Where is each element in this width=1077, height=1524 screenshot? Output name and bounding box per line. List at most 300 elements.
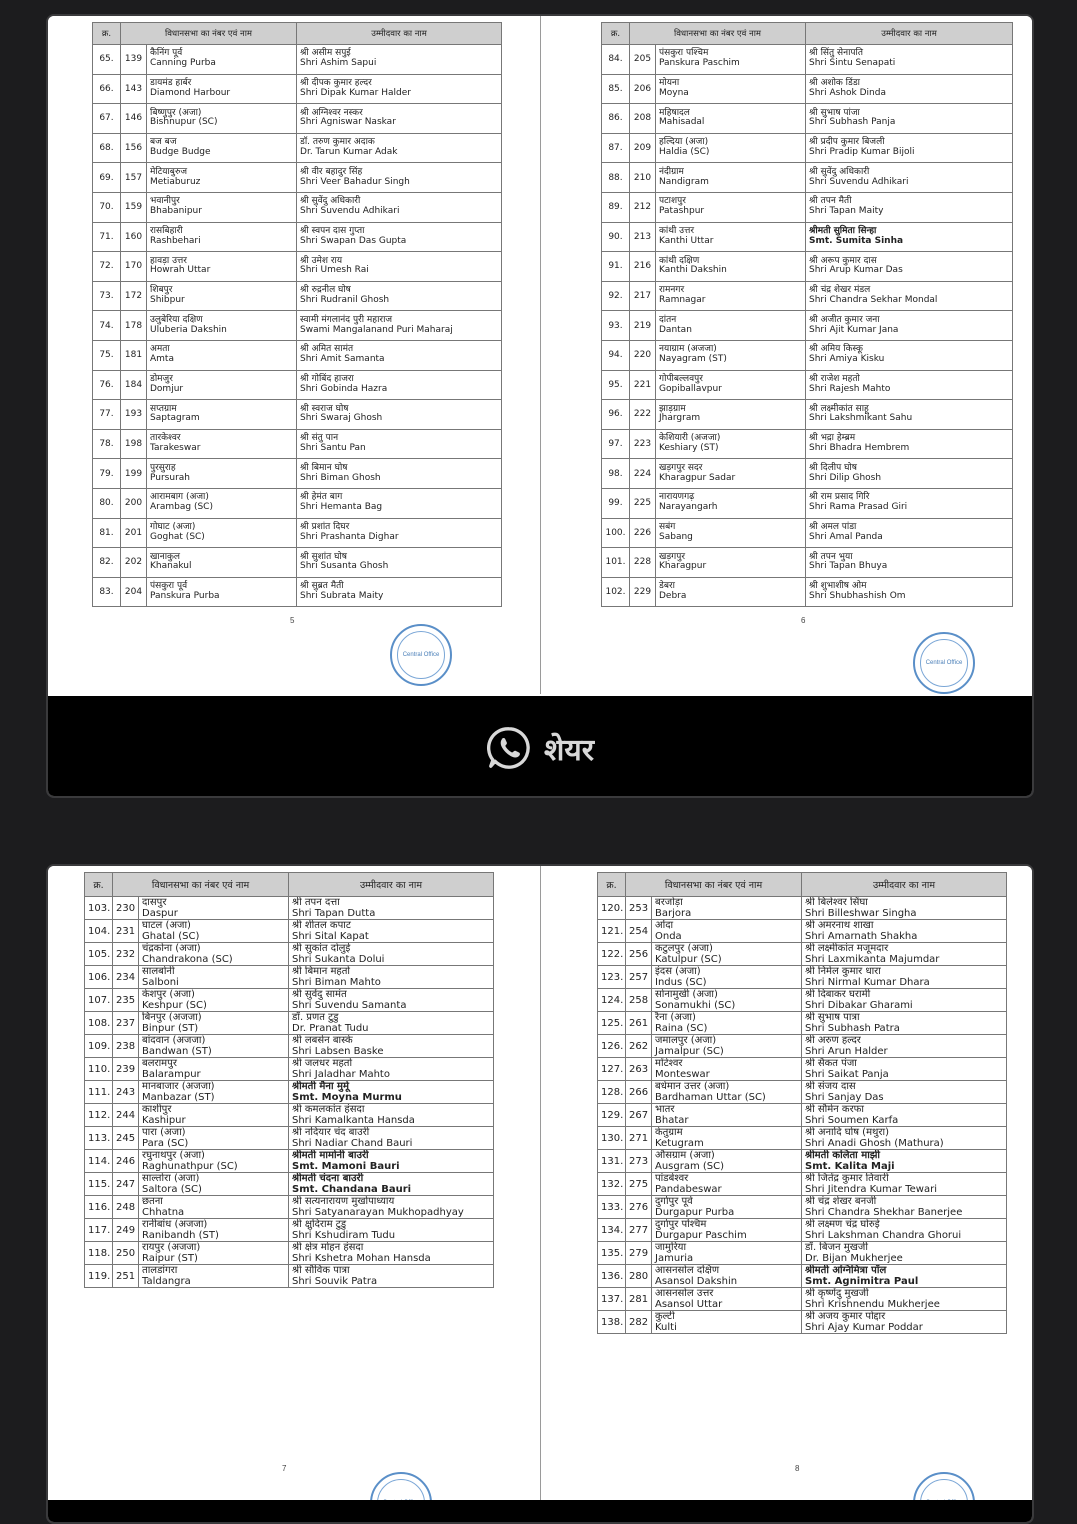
- serial-number: 138.: [598, 1311, 626, 1334]
- candidate-name-english: Shri Biman Ghosh: [300, 472, 381, 483]
- constituency-name-hindi: डेबरा: [659, 581, 675, 592]
- candidate-name: [297, 74, 502, 104]
- constituency-name: [139, 1058, 289, 1081]
- table-row: [93, 45, 502, 75]
- constituency-name-english: Indus (SC): [655, 977, 707, 988]
- candidate-name-hindi: स्वामी मंगलानंद पुरी महाराज: [300, 314, 393, 325]
- constituency-name-hindi: छतना: [142, 1196, 163, 1207]
- table-row: [602, 74, 1013, 104]
- constituency-name-english: Kanthi Uttar: [659, 235, 714, 246]
- candidate-name-english: Shri Biman Mahto: [292, 977, 381, 988]
- candidate-name-english: Shri Ajay Kumar Poddar: [805, 1322, 923, 1333]
- candidate-name-hindi: श्री अमित सामंत: [300, 344, 354, 355]
- serial-number: 129.: [598, 1104, 626, 1127]
- constituency-name: [139, 966, 289, 989]
- constituency-number: 249: [113, 1219, 139, 1242]
- share-label[interactable]: शेयर: [543, 732, 595, 768]
- constituency-name-hindi: रामनगर: [659, 285, 685, 296]
- constituency-name: [139, 1242, 289, 1265]
- candidate-name-hindi: श्री प्रशांत दिघर: [300, 521, 350, 532]
- serial-number: 123.: [598, 966, 626, 989]
- candidate-name: [802, 966, 1007, 989]
- constituency-number: 225: [630, 488, 656, 518]
- candidate-name-english: Shri Dipak Kumar Halder: [300, 87, 411, 98]
- constituency-number: 221: [630, 370, 656, 400]
- constituency-name-hindi: सबंग: [659, 521, 676, 532]
- constituency-number: 224: [630, 459, 656, 489]
- candidate-name-hindi: श्री दिबाकर घरामी: [805, 989, 871, 1000]
- constituency-name-hindi: चंद्रकोना (अजा): [142, 943, 201, 954]
- constituency-number: 262: [626, 1035, 652, 1058]
- constituency-name-english: Budge Budge: [150, 147, 211, 158]
- constituency-name-hindi: दांतन: [659, 314, 677, 325]
- table-row: [93, 281, 502, 311]
- constituency-number: 223: [630, 429, 656, 459]
- candidate-name: [806, 133, 1013, 163]
- serial-number: 93.: [602, 311, 630, 341]
- constituency-name-hindi: गोघाट (अजा): [150, 521, 196, 532]
- candidate-name-hindi: श्री तपन भुया: [809, 551, 853, 562]
- table-row: [85, 966, 494, 989]
- constituency-name-hindi: पटाशपुर: [659, 196, 686, 207]
- candidate-name-hindi: श्री अजय कुमार पोद्दार: [805, 1311, 886, 1322]
- candidate-name: [802, 943, 1007, 966]
- constituency-name-english: Kulti: [655, 1322, 677, 1333]
- candidate-name-hindi: श्री अग्निश्वर नस्कर: [300, 107, 363, 118]
- constituency-number: 266: [626, 1081, 652, 1104]
- constituency-name: [139, 989, 289, 1012]
- constituency-name: [139, 920, 289, 943]
- constituency-number: 193: [121, 400, 147, 430]
- constituency-name-hindi: साल्तोरा (अजा): [142, 1173, 200, 1184]
- constituency-name-english: Para (SC): [142, 1138, 189, 1149]
- constituency-name: [656, 252, 806, 282]
- header-serial: क्र.: [85, 873, 113, 897]
- candidate-name: [297, 163, 502, 193]
- constituency-name-english: Canning Purba: [150, 58, 216, 69]
- candidate-name: [802, 1058, 1007, 1081]
- candidate-name-hindi: श्री रुद्रनील घोष: [300, 285, 351, 296]
- table-row: [598, 1288, 1007, 1311]
- candidate-name-hindi: श्रीमती मामोनी बाउरी: [292, 1150, 369, 1161]
- table-row: [602, 370, 1013, 400]
- candidate-name-hindi: श्री भद्रा हेम्ब्रम: [809, 433, 856, 444]
- constituency-number: 212: [630, 192, 656, 222]
- constituency-name: [652, 897, 802, 920]
- constituency-name-hindi: मेटियाबुरुज: [150, 166, 187, 177]
- constituency-number: 277: [626, 1219, 652, 1242]
- constituency-name-english: Moyna: [659, 87, 689, 98]
- table-header-row: [93, 23, 502, 45]
- table-header-row: [85, 873, 494, 897]
- candidate-name-hindi: श्री सुभाष पात्रा: [805, 1012, 860, 1023]
- serial-number: 132.: [598, 1173, 626, 1196]
- table-row: [85, 989, 494, 1012]
- candidate-name-english: Shri Hemanta Bag: [300, 502, 383, 513]
- candidate-name: [297, 488, 502, 518]
- constituency-name: [656, 311, 806, 341]
- candidate-name-hindi: श्री संतु पान: [300, 433, 339, 444]
- constituency-name: [656, 577, 806, 607]
- constituency-number: 172: [121, 281, 147, 311]
- constituency-name-english: Panskura Purba: [150, 590, 220, 601]
- candidate-name-english: Shri Santu Pan: [300, 443, 366, 454]
- document-page-5: [48, 16, 540, 694]
- candidate-name-english: Shri Agniswar Naskar: [300, 117, 396, 128]
- constituency-number: 261: [626, 1012, 652, 1035]
- table-row: [85, 1058, 494, 1081]
- candidate-name-english: Shri Rajesh Mahto: [809, 383, 891, 394]
- candidate-name: [297, 252, 502, 282]
- constituency-number: 279: [626, 1242, 652, 1265]
- constituency-name-hindi: जामुरिया: [655, 1242, 687, 1253]
- constituency-name-english: Onda: [655, 931, 682, 942]
- constituency-name: [147, 45, 297, 75]
- page-number: 5: [290, 616, 295, 625]
- constituency-number: 254: [626, 920, 652, 943]
- constituency-name: [656, 222, 806, 252]
- candidate-name: [289, 1104, 494, 1127]
- serial-number: 128.: [598, 1081, 626, 1104]
- constituency-name-english: Chandrakona (SC): [142, 954, 233, 965]
- constituency-name-english: Bhatar: [655, 1115, 689, 1126]
- candidate-name-hindi: श्रीमती कलिता माझी: [805, 1150, 880, 1161]
- constituency-number: 282: [626, 1311, 652, 1334]
- constituency-name: [139, 897, 289, 920]
- constituency-name: [656, 133, 806, 163]
- constituency-number: 244: [113, 1104, 139, 1127]
- table-row: [85, 897, 494, 920]
- candidate-name-english: Shri Soumen Karfa: [805, 1115, 899, 1126]
- candidate-name-english: Shri Jitendra Kumar Tewari: [805, 1184, 937, 1195]
- constituency-number: 204: [121, 577, 147, 607]
- table-row: [93, 252, 502, 282]
- constituency-name: [652, 1265, 802, 1288]
- serial-number: 122.: [598, 943, 626, 966]
- table-row: [93, 548, 502, 578]
- table-row: [602, 192, 1013, 222]
- constituency-name-english: Balarampur: [142, 1069, 201, 1080]
- serial-number: 94.: [602, 340, 630, 370]
- constituency-name-english: Nandigram: [659, 176, 709, 187]
- candidate-name-hindi: श्री तपन मैती: [809, 196, 852, 207]
- table-row: [85, 920, 494, 943]
- candidate-name-english: Shri Arup Kumar Das: [809, 265, 903, 276]
- table-row: [85, 1173, 494, 1196]
- constituency-number: 273: [626, 1150, 652, 1173]
- constituency-name: [147, 311, 297, 341]
- constituency-name-hindi: केशियारी (अजजा): [659, 433, 721, 444]
- constituency-name-english: Tarakeswar: [150, 443, 201, 454]
- serial-number: 117.: [85, 1219, 113, 1242]
- candidate-name-english: Swami Mangalanand Puri Maharaj: [300, 324, 453, 335]
- constituency-name-hindi: औसग्राम (अजा): [655, 1150, 715, 1161]
- serial-number: 85.: [602, 74, 630, 104]
- serial-number: 72.: [93, 252, 121, 282]
- constituency-name: [147, 370, 297, 400]
- constituency-name: [656, 400, 806, 430]
- constituency-name-hindi: कांथी उत्तर: [659, 225, 695, 236]
- candidate-name-english: Shri Krishnendu Mukherjee: [805, 1299, 940, 1310]
- serial-number: 111.: [85, 1081, 113, 1104]
- table-row: [598, 1196, 1007, 1219]
- candidate-name-hindi: श्री अनादि घोष (मथुरा): [805, 1127, 890, 1138]
- candidate-name-english: Shri Tapan Dutta: [292, 908, 376, 919]
- candidate-name: [297, 548, 502, 578]
- header-serial: क्र.: [602, 23, 630, 45]
- constituency-number: 231: [113, 920, 139, 943]
- constituency-name: [656, 104, 806, 134]
- serial-number: 98.: [602, 459, 630, 489]
- constituency-name: [139, 1196, 289, 1219]
- share-bar[interactable]: [48, 696, 1032, 798]
- constituency-name-english: Pursurah: [150, 472, 190, 483]
- constituency-name: [656, 370, 806, 400]
- candidate-name-hindi: श्री अमिय किस्कू: [809, 344, 863, 355]
- constituency-name-hindi: अमता: [150, 344, 170, 355]
- constituency-name-english: Jamalpur (SC): [655, 1046, 724, 1057]
- serial-number: 91.: [602, 252, 630, 282]
- constituency-name-hindi: गोपीबल्लवपुर: [659, 373, 703, 384]
- candidate-name: [289, 920, 494, 943]
- header-candidate: उम्मीदवार का नाम: [297, 23, 502, 45]
- candidate-name: [806, 340, 1013, 370]
- table-row: [93, 429, 502, 459]
- whatsapp-icon[interactable]: [486, 725, 532, 771]
- constituency-name: [656, 45, 806, 75]
- constituency-name-english: Asansol Dakshin: [655, 1276, 738, 1287]
- candidate-name: [802, 1311, 1007, 1334]
- candidate-name-english: Shri Rama Prasad Giri: [809, 502, 908, 513]
- candidate-name-english: Smt. Moyna Murmu: [292, 1092, 402, 1103]
- constituency-name-english: Keshpur (SC): [142, 1000, 207, 1011]
- constituency-number: 146: [121, 104, 147, 134]
- table-row: [602, 133, 1013, 163]
- constituency-name-english: Panskura Paschim: [659, 58, 740, 69]
- constituency-name-english: Durgapur Paschim: [655, 1230, 747, 1241]
- candidate-name-english: Shri Subhash Patra: [805, 1023, 900, 1034]
- constituency-name: [139, 1150, 289, 1173]
- constituency-name-hindi: मोयना: [659, 78, 680, 88]
- candidate-name-hindi: श्री चंद्र शेखर बनर्जी: [805, 1196, 877, 1207]
- serial-number: 89.: [602, 192, 630, 222]
- constituency-name-hindi: महिषादल: [659, 107, 690, 118]
- header-candidate: उम्मीदवार का नाम: [806, 23, 1013, 45]
- candidate-name: [806, 74, 1013, 104]
- constituency-name-hindi: कटुलपुर (अजा): [655, 943, 713, 954]
- constituency-name-hindi: नयाग्राम (अजजा): [659, 344, 717, 355]
- candidate-name-english: Shri Susanta Ghosh: [300, 561, 389, 572]
- constituency-name-english: Mahisadal: [659, 117, 705, 128]
- constituency-number: 246: [113, 1150, 139, 1173]
- constituency-number: 237: [113, 1012, 139, 1035]
- table-row: [598, 920, 1007, 943]
- candidate-name: [806, 400, 1013, 430]
- candidate-name: [802, 1219, 1007, 1242]
- serial-number: 106.: [85, 966, 113, 989]
- constituency-name: [147, 281, 297, 311]
- candidate-name: [806, 370, 1013, 400]
- constituency-name-english: Bardhaman Uttar (SC): [655, 1092, 766, 1103]
- constituency-name-hindi: खानाकुल: [150, 551, 181, 562]
- constituency-name-english: Shibpur: [150, 295, 185, 306]
- constituency-number: 229: [630, 577, 656, 607]
- table-row: [602, 281, 1013, 311]
- candidate-name-english: Shri Ashim Sapui: [300, 58, 377, 69]
- constituency-number: 160: [121, 222, 147, 252]
- constituency-name-hindi: पांडबेश्वर: [655, 1173, 689, 1184]
- constituency-name: [656, 74, 806, 104]
- constituency-name-english: Bishnupur (SC): [150, 117, 218, 128]
- serial-number: 103.: [85, 897, 113, 920]
- candidate-name: [802, 897, 1007, 920]
- constituency-name-english: Raipur (ST): [142, 1253, 198, 1264]
- constituency-name-hindi: रानीबांध (अजजा): [142, 1219, 208, 1230]
- constituency-name-hindi: जमालपुर (अजा): [655, 1035, 717, 1046]
- constituency-name-english: Raina (SC): [655, 1023, 708, 1034]
- constituency-name: [652, 1196, 802, 1219]
- table-row: [602, 429, 1013, 459]
- constituency-number: 267: [626, 1104, 652, 1127]
- constituency-name-english: Bhabanipur: [150, 206, 202, 217]
- serial-number: 69.: [93, 163, 121, 193]
- serial-number: 104.: [85, 920, 113, 943]
- candidate-name-english: Shri Kshetra Mohan Hansda: [292, 1253, 431, 1264]
- candidate-name-hindi: श्री अमरनाथ शाखा: [805, 920, 874, 931]
- constituency-name: [147, 518, 297, 548]
- candidate-name-english: Shri Nirmal Kumar Dhara: [805, 977, 930, 988]
- constituency-name-hindi: डायमंड हार्बर: [150, 78, 192, 88]
- candidate-name-hindi: श्री सौविक पात्रा: [292, 1265, 350, 1276]
- constituency-name-hindi: बर्धमान उत्तर (अजा): [655, 1081, 730, 1092]
- constituency-name-english: Debra: [659, 590, 687, 601]
- page-number: 7: [282, 1464, 287, 1473]
- candidate-name-english: Shri Lakshman Chandra Ghorui: [805, 1230, 962, 1241]
- constituency-name-hindi: हल्दिया (अजा): [659, 137, 709, 148]
- candidate-name-english: Shri Pradip Kumar Bijoli: [809, 147, 915, 158]
- candidate-name-english: Dr. Tarun Kumar Adak: [300, 147, 398, 158]
- constituency-name-hindi: बिष्णुपुर (अजा): [150, 107, 202, 118]
- candidate-name: [297, 45, 502, 75]
- serial-number: 88.: [602, 163, 630, 193]
- constituency-number: 198: [121, 429, 147, 459]
- image-card-top[interactable]: [46, 14, 1034, 798]
- constituency-name: [652, 1288, 802, 1311]
- candidate-name: [806, 192, 1013, 222]
- serial-number: 118.: [85, 1242, 113, 1265]
- table-row: [598, 1242, 1007, 1265]
- candidate-name-english: Shri Billeshwar Singha: [805, 908, 917, 919]
- constituency-name-hindi: रैना (अजा): [655, 1012, 696, 1023]
- serial-number: 96.: [602, 400, 630, 430]
- constituency-name-hindi: रासबिहारी: [150, 225, 183, 236]
- candidate-name-english: Dr. Bijan Mukherjee: [805, 1253, 903, 1264]
- candidate-name: [802, 1150, 1007, 1173]
- table-row: [598, 1035, 1007, 1058]
- constituency-name: [652, 1081, 802, 1104]
- constituency-number: 210: [630, 163, 656, 193]
- serial-number: 126.: [598, 1035, 626, 1058]
- serial-number: 82.: [93, 548, 121, 578]
- constituency-name: [147, 104, 297, 134]
- constituency-number: 250: [113, 1242, 139, 1265]
- constituency-number: 159: [121, 192, 147, 222]
- candidate-table-page-6: [601, 22, 1013, 607]
- constituency-number: 206: [630, 74, 656, 104]
- constituency-number: 202: [121, 548, 147, 578]
- candidate-name-hindi: श्री असीम सपुई: [300, 48, 351, 59]
- constituency-name: [652, 1150, 802, 1173]
- candidate-name-hindi: श्रीमती मैना मुर्मू: [292, 1081, 349, 1092]
- candidate-name: [806, 311, 1013, 341]
- candidate-name: [289, 966, 494, 989]
- constituency-name-english: Amta: [150, 354, 174, 365]
- candidate-name: [297, 429, 502, 459]
- serial-number: 130.: [598, 1127, 626, 1150]
- table-row: [598, 1265, 1007, 1288]
- constituency-number: 281: [626, 1288, 652, 1311]
- candidate-name: [297, 311, 502, 341]
- candidate-name-hindi: श्री स्वराज घोष: [300, 403, 349, 414]
- serial-number: 116.: [85, 1196, 113, 1219]
- candidate-name-hindi: श्री सुशांत घोष: [300, 551, 347, 562]
- candidate-name-hindi: श्री सिंतु सेनापति: [809, 48, 863, 59]
- table-row: [93, 459, 502, 489]
- candidate-name: [289, 1127, 494, 1150]
- table-row: [93, 518, 502, 548]
- table-row: [93, 577, 502, 607]
- candidate-name: [802, 1173, 1007, 1196]
- candidate-name-english: Shri Shubhashish Om: [809, 590, 906, 601]
- constituency-number: 245: [113, 1127, 139, 1150]
- candidate-name: [297, 281, 502, 311]
- constituency-name: [656, 340, 806, 370]
- candidate-name: [297, 104, 502, 134]
- candidate-name-english: Smt. Sumita Sinha: [809, 235, 904, 246]
- candidate-table-page-5: [92, 22, 502, 607]
- candidate-name: [297, 577, 502, 607]
- table-header-row: [602, 23, 1013, 45]
- candidate-name: [297, 459, 502, 489]
- constituency-name-english: Katulpur (SC): [655, 954, 722, 965]
- image-card-bottom[interactable]: [46, 864, 1034, 1524]
- table-row: [93, 192, 502, 222]
- constituency-name-english: Kanthi Dakshin: [659, 265, 727, 276]
- candidate-name-english: Dr. Pranat Tudu: [292, 1023, 369, 1034]
- constituency-name-hindi: काशीपुर: [142, 1104, 172, 1115]
- constituency-name-hindi: कैनिंग पूर्व: [150, 48, 183, 59]
- constituency-name-english: Kharagpur: [659, 561, 707, 572]
- constituency-number: 201: [121, 518, 147, 548]
- constituency-name: [147, 429, 297, 459]
- candidate-name-english: Shri Suvendu Adhikari: [809, 176, 909, 187]
- constituency-name-hindi: कांथी दक्षिण: [659, 255, 700, 266]
- candidate-name-hindi: श्रीमती सुमिता सिन्हा: [809, 225, 877, 236]
- candidate-name: [802, 1012, 1007, 1035]
- table-row: [602, 45, 1013, 75]
- candidate-name-hindi: श्री वीर बहादुर सिंह: [300, 166, 363, 177]
- constituency-name-hindi: नंदीग्राम: [659, 166, 684, 177]
- constituency-number: 257: [626, 966, 652, 989]
- candidate-name-hindi: श्री बिमान महतो: [292, 966, 351, 977]
- table-row: [93, 400, 502, 430]
- candidate-name-english: Shri Rudranil Ghosh: [300, 295, 390, 306]
- constituency-name-english: Raghunathpur (SC): [142, 1161, 238, 1172]
- serial-number: 101.: [602, 548, 630, 578]
- table-row: [598, 1173, 1007, 1196]
- serial-number: 76.: [93, 370, 121, 400]
- document-page-7: [48, 866, 540, 1502]
